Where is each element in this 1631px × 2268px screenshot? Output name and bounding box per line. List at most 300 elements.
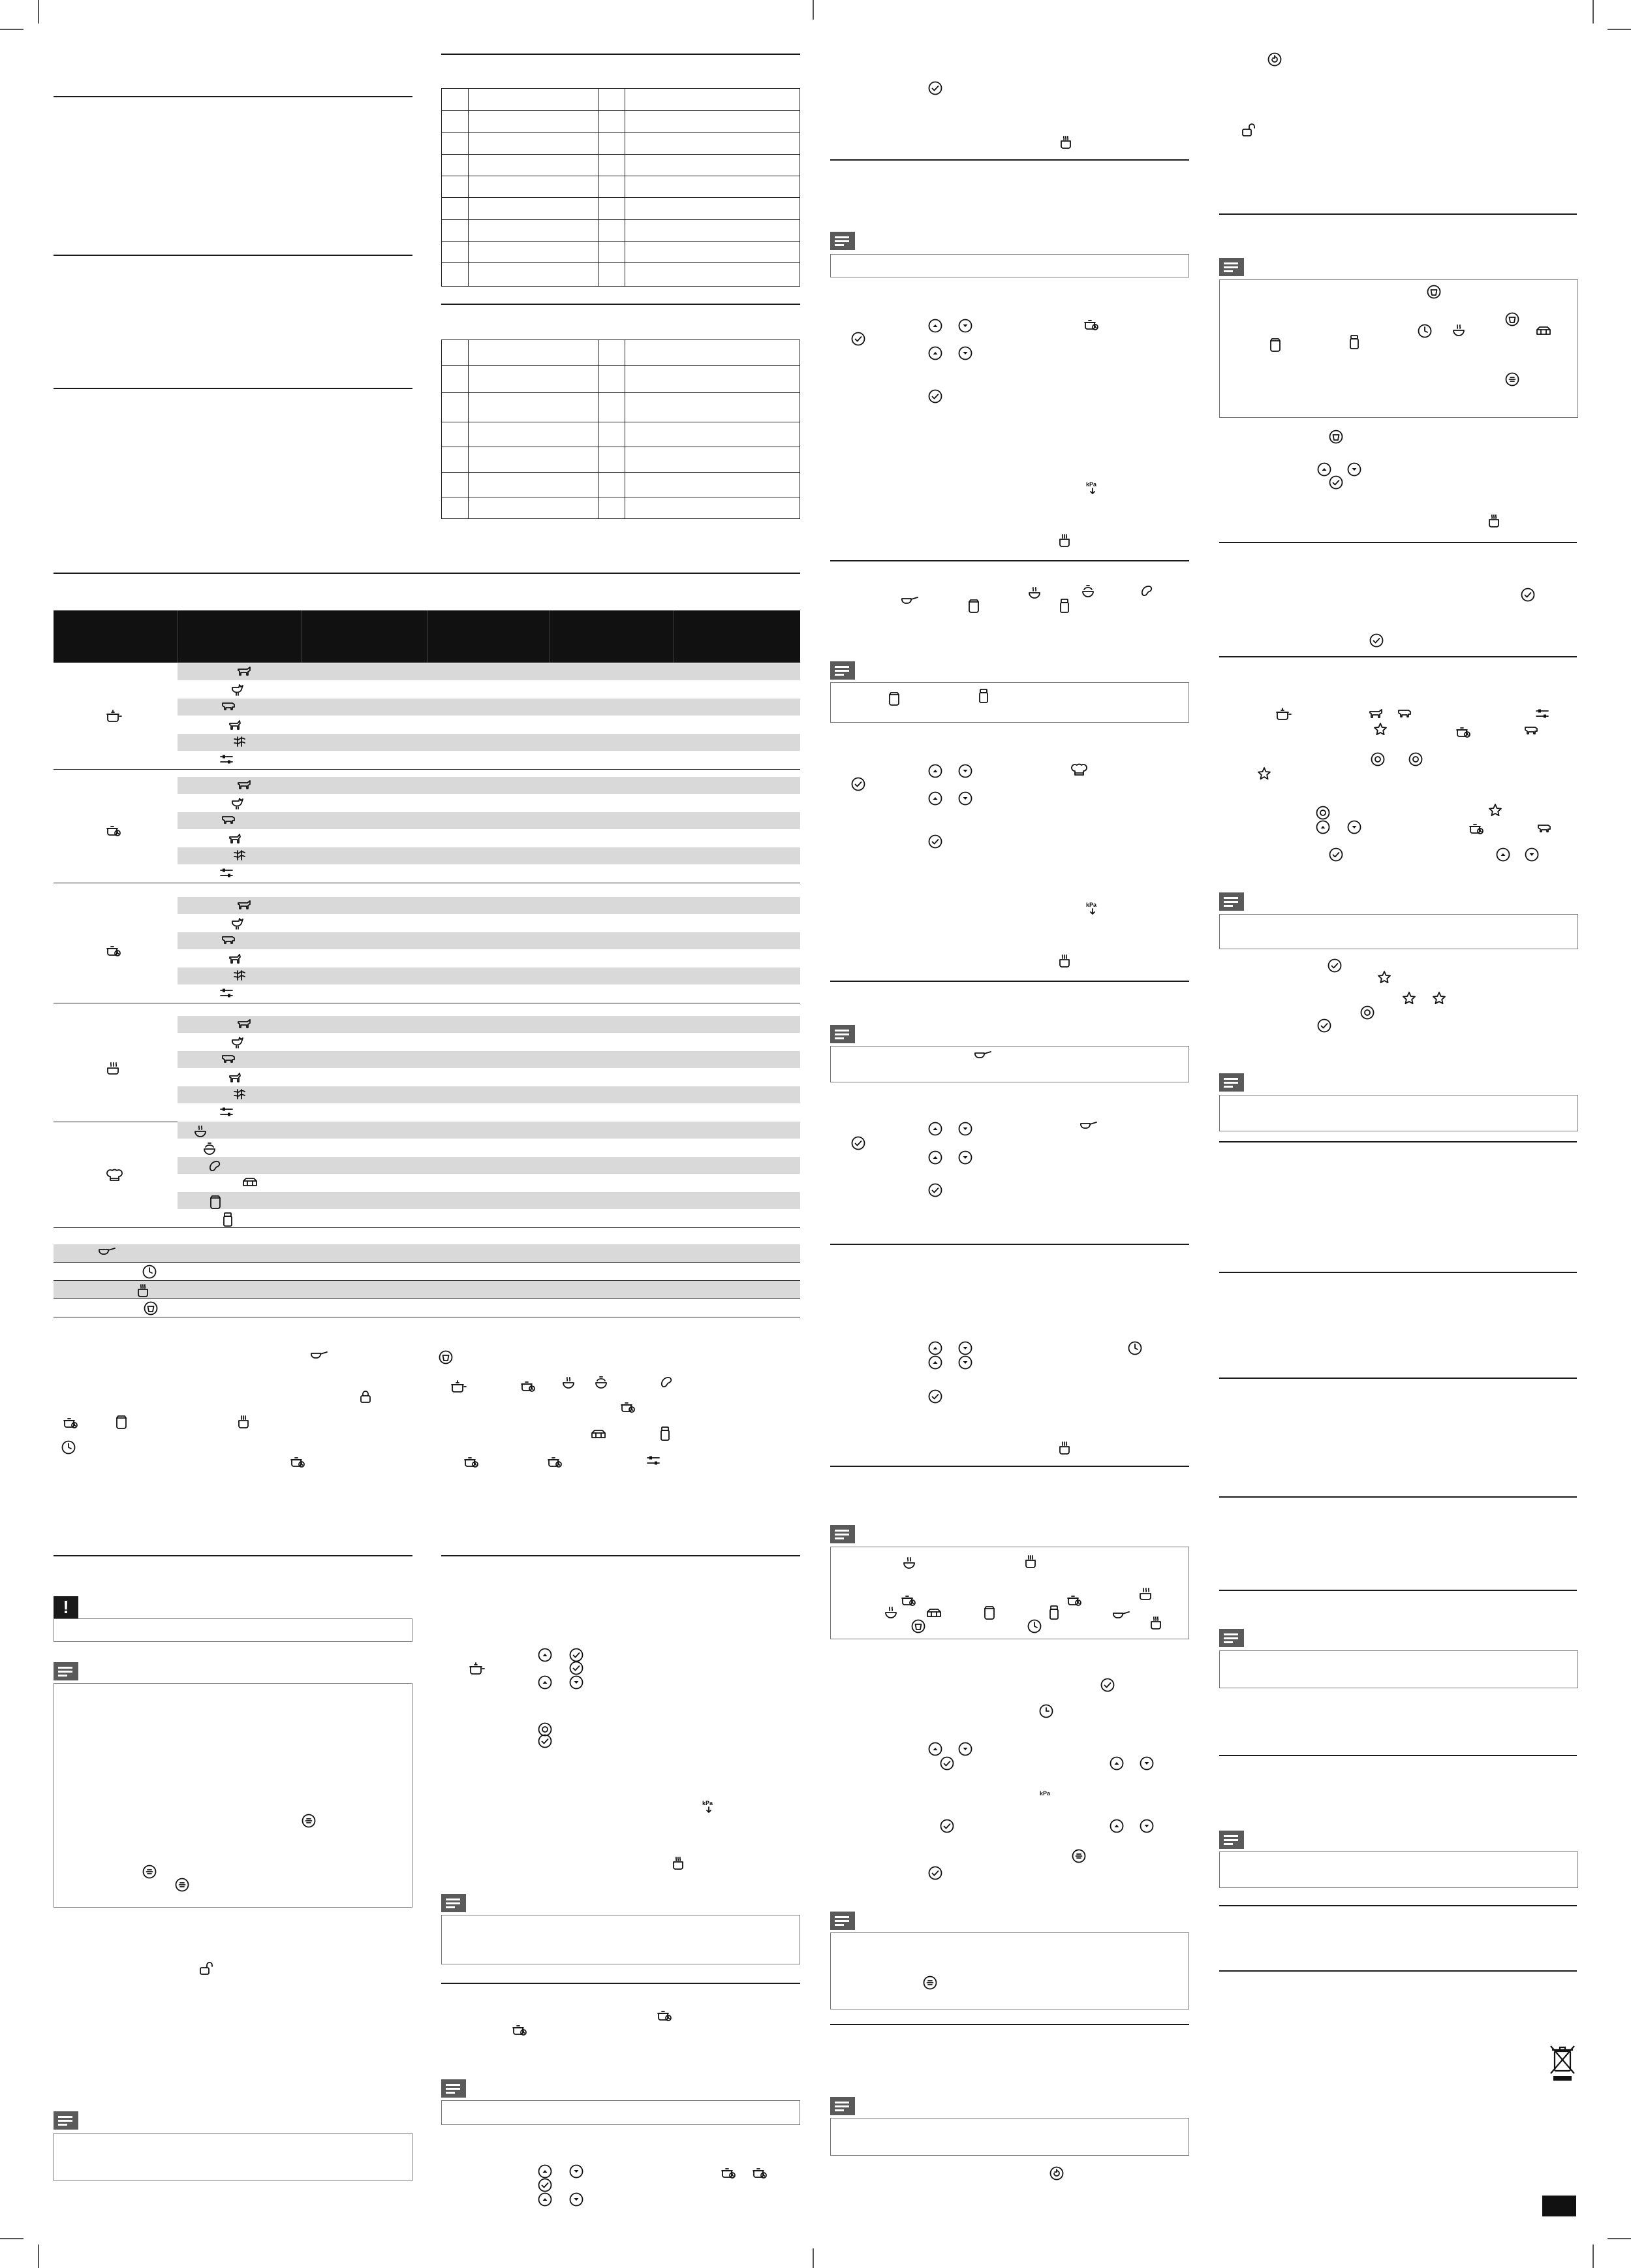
table-row: [54, 1244, 800, 1262]
section-rule: [1219, 1496, 1577, 1498]
kpa-text-icon: [1039, 1789, 1055, 1797]
crop-mark: [813, 2248, 814, 2268]
star-icon: [1373, 722, 1388, 736]
table-row: [178, 663, 800, 680]
up-icon: [538, 2164, 552, 2179]
down-icon: [1347, 820, 1361, 834]
crop-mark: [1592, 0, 1594, 24]
table-row: [178, 1104, 800, 1121]
rice-icon: [1081, 584, 1095, 598]
warning-icon: !: [54, 1596, 78, 1618]
up-icon: [1496, 847, 1510, 862]
section-rule: [441, 1983, 800, 1984]
saute-icon: [310, 1350, 328, 1361]
section-rule: [1219, 1141, 1577, 1142]
warning-box: [54, 1618, 412, 1642]
beef-icon: [236, 665, 252, 677]
check-icon: [1369, 633, 1384, 648]
cake-icon: [590, 1428, 607, 1439]
section-rule: [1219, 656, 1577, 657]
slow-cook-icon: [1083, 316, 1099, 332]
yogurt-icon: [439, 1350, 453, 1364]
pork-icon: [1536, 823, 1552, 833]
custom-icon: [219, 1106, 234, 1118]
table-row: [178, 1192, 800, 1209]
crop-mark: [813, 0, 814, 20]
section-rule: [54, 96, 412, 97]
yogurt-icon: [1427, 285, 1441, 299]
check-icon: [1100, 1678, 1115, 1692]
yogurt-icon: [1329, 430, 1343, 444]
down-icon: [569, 2192, 583, 2207]
note-icon: [830, 1912, 855, 1930]
reheat-icon: [1049, 2166, 1064, 2181]
saute-icon: [974, 1050, 992, 1060]
note-box: [1219, 1851, 1578, 1888]
custom-icon: [219, 987, 234, 999]
cake-icon: [241, 1176, 258, 1187]
rice-icon: [202, 1141, 217, 1156]
bean-icon: [1140, 584, 1154, 598]
keep-warm-icon: [1057, 1440, 1072, 1456]
check-icon: [1329, 847, 1343, 862]
jar-icon: [978, 688, 989, 704]
crop-mark: [1592, 2244, 1594, 2268]
up-icon: [928, 319, 942, 333]
note-box: [1219, 914, 1578, 949]
down-icon: [958, 791, 972, 806]
down-icon: [958, 319, 972, 333]
check-icon: [928, 389, 942, 403]
slow-cook-icon: [512, 2021, 527, 2037]
table-row: [178, 950, 800, 967]
check-icon: [1521, 588, 1535, 602]
down-icon: [958, 1742, 972, 1756]
saute-icon: [1080, 1120, 1098, 1131]
table-row: [178, 897, 800, 914]
yogurt-icon: [1505, 312, 1519, 326]
pot-icon: [967, 598, 980, 614]
slow-cook-icon: [290, 1453, 305, 1469]
crop-mark: [38, 2244, 39, 2268]
note-box: [441, 2100, 800, 2125]
cake-icon: [925, 1607, 942, 1618]
up-icon: [538, 1675, 552, 1690]
kpa-icon: [701, 1799, 717, 1814]
pressure-cook-icon: [106, 708, 123, 723]
up-icon: [1110, 1819, 1124, 1833]
table-row: [178, 1016, 800, 1033]
beef-icon: [1368, 708, 1384, 719]
table-row: [178, 1033, 800, 1050]
section-rule: [1219, 1970, 1577, 1972]
section-rule: [1219, 1272, 1577, 1273]
up-icon: [538, 1648, 552, 1662]
check-icon: [1329, 475, 1343, 490]
group-divider: [54, 1227, 800, 1228]
section-rule: [1219, 1755, 1577, 1756]
check-icon: [569, 1661, 583, 1675]
parts-table: [441, 88, 800, 287]
soup-icon: [1452, 323, 1466, 337]
custom-icon: [219, 753, 234, 765]
note-icon: [1219, 1073, 1244, 1092]
note-box: [830, 2118, 1189, 2156]
down-icon: [1140, 1756, 1154, 1771]
lamb-icon: [227, 1071, 241, 1084]
table-row: [178, 1139, 800, 1156]
slow-cook-icon: [1468, 820, 1484, 836]
yogurt-icon: [144, 1301, 158, 1315]
pork-icon: [1397, 708, 1412, 718]
star-icon: [1432, 991, 1446, 1005]
pot-icon: [115, 1414, 128, 1430]
seafood-icon: [232, 736, 247, 748]
check-icon: [851, 777, 865, 791]
down-icon: [1525, 847, 1539, 862]
bean-icon: [659, 1375, 674, 1389]
table-row: [178, 830, 800, 847]
section-rule: [441, 54, 800, 55]
section-rule: [54, 255, 412, 256]
note-box: [830, 682, 1189, 723]
section-rule: [1219, 1905, 1577, 1906]
slow-cook-icon: [106, 942, 121, 958]
crop-mark: [0, 29, 23, 30]
settings-icon: [1408, 752, 1423, 766]
svg-text:kPa: kPa: [1086, 902, 1097, 908]
note-icon: [1219, 1831, 1244, 1849]
section-rule: [54, 1555, 412, 1556]
slow-cook-icon: [106, 822, 121, 838]
page-number-badge: [1542, 2196, 1576, 2216]
section-rule: [54, 573, 800, 574]
table-row: [178, 915, 800, 932]
chicken-icon: [230, 683, 244, 696]
up-icon: [928, 764, 942, 778]
steam-icon: [1138, 1586, 1154, 1601]
slow-cook-icon: [721, 2164, 736, 2180]
keep-warm-icon: [236, 1414, 251, 1430]
down-icon: [569, 2164, 583, 2179]
crop-mark: [1608, 29, 1631, 30]
pork-icon: [1523, 725, 1539, 735]
beef-icon: [236, 1018, 252, 1030]
section-rule: [830, 981, 1189, 982]
pot-icon: [1269, 337, 1282, 353]
note-icon: [830, 2097, 855, 2115]
cancel-icon: [175, 1878, 189, 1892]
pressure-cook-icon: [450, 1379, 467, 1393]
up-icon: [928, 1122, 942, 1136]
note-icon: [830, 1525, 855, 1543]
cancel-icon: [923, 1976, 937, 1990]
beef-icon: [236, 899, 252, 911]
note-icon: [441, 2079, 466, 2098]
pressure-cook-icon: [1275, 706, 1292, 721]
jar-icon: [1348, 334, 1360, 350]
table-row: [178, 699, 800, 716]
up-icon: [928, 1341, 942, 1355]
star-icon: [1377, 970, 1391, 984]
section-rule: [1219, 1590, 1577, 1591]
timer-icon: [142, 1265, 157, 1279]
soup-icon: [193, 1124, 208, 1138]
check-icon: [928, 834, 942, 849]
slow-cook-icon: [547, 1453, 563, 1469]
slow-cook-icon: [901, 1592, 916, 1607]
weee-bin-icon: [1548, 2043, 1577, 2083]
reheat-icon: [1267, 52, 1282, 67]
check-icon: [851, 1136, 865, 1150]
section-rule: [1219, 542, 1577, 543]
chicken-icon: [230, 917, 244, 930]
beef-icon: [236, 779, 252, 791]
down-icon: [958, 1355, 972, 1370]
keep-warm-icon: [671, 1855, 685, 1871]
keep-warm-icon: [1059, 134, 1073, 150]
keep-warm-icon: [1149, 1615, 1163, 1631]
crop-mark: [38, 0, 39, 24]
soup-icon: [561, 1375, 576, 1389]
timer-icon: [1418, 324, 1432, 338]
section-rule: [830, 1466, 1189, 1467]
note-icon: [830, 232, 855, 250]
svg-text:kPa: kPa: [702, 1800, 713, 1806]
down-icon: [958, 1122, 972, 1136]
section-rule: [441, 1555, 800, 1556]
lamb-icon: [227, 952, 241, 965]
table-row: [178, 734, 800, 751]
note-icon: [1219, 892, 1244, 911]
seafood-icon: [232, 849, 247, 861]
chicken-icon: [230, 796, 244, 810]
check-icon: [928, 81, 942, 95]
seafood-icon: [232, 1088, 247, 1100]
note-box: [1219, 1095, 1578, 1131]
lock-icon: [359, 1389, 372, 1404]
controls-table: [441, 339, 800, 519]
slow-cook-icon: [63, 1414, 78, 1430]
down-icon: [958, 764, 972, 778]
saute-icon: [1112, 1610, 1130, 1620]
slow-cook-icon: [752, 2164, 768, 2180]
pressure-cook-icon: [469, 1661, 486, 1675]
unlock-icon: [199, 1961, 213, 1976]
note-box: [830, 1932, 1189, 2009]
slow-cook-icon: [463, 1453, 479, 1469]
unlock-icon: [1241, 123, 1256, 137]
check-icon: [569, 1648, 583, 1662]
crop-mark: [0, 2238, 23, 2239]
settings-icon: [1360, 1005, 1375, 1020]
note-icon: [54, 2111, 78, 2130]
lamb-icon: [227, 718, 241, 731]
pork-icon: [221, 814, 236, 825]
steam-icon: [106, 1061, 121, 1075]
check-icon: [1317, 1018, 1331, 1033]
timer-icon: [1027, 1619, 1042, 1633]
note-box: [1219, 1650, 1578, 1688]
rice-icon: [594, 1375, 608, 1389]
saute-icon: [98, 1246, 116, 1257]
star-icon: [1488, 803, 1502, 817]
up-icon: [1110, 1756, 1124, 1771]
check-icon: [928, 1183, 942, 1197]
table-row: [178, 1069, 800, 1086]
svg-text:kPa: kPa: [1040, 1790, 1051, 1797]
table-row: [54, 1263, 800, 1280]
up-icon: [928, 1742, 942, 1756]
section-rule: [441, 304, 800, 305]
table-row: [178, 751, 800, 768]
custom-icon: [1535, 708, 1549, 719]
table-row: [178, 847, 800, 864]
pork-icon: [221, 934, 236, 945]
table-row: [178, 968, 800, 984]
down-icon: [958, 1150, 972, 1165]
table-row: [178, 812, 800, 829]
up-icon: [928, 791, 942, 806]
seafood-icon: [232, 969, 247, 981]
cake-icon: [1535, 325, 1552, 336]
soup-icon: [884, 1605, 898, 1619]
note-box: [830, 1046, 1189, 1082]
clock-icon: [1039, 1704, 1053, 1718]
star-icon: [1257, 766, 1271, 781]
note-box: [830, 254, 1189, 277]
kpa-icon: [1085, 480, 1100, 495]
slow-cook-icon: [520, 1378, 536, 1393]
note-icon: [54, 1662, 78, 1680]
cancel-icon: [1505, 372, 1519, 386]
note-icon: [1219, 258, 1244, 276]
custom-icon: [646, 1455, 660, 1466]
settings-icon: [1371, 752, 1385, 766]
section-rule: [830, 159, 1189, 161]
custom-icon: [219, 867, 234, 879]
down-icon: [1140, 1819, 1154, 1833]
jar-icon: [1048, 1605, 1060, 1620]
table-row: [54, 1281, 800, 1299]
section-rule: [54, 388, 412, 389]
table-row: [178, 716, 800, 733]
jar-icon: [222, 1212, 234, 1227]
table-row: [178, 777, 800, 794]
down-icon: [569, 1675, 583, 1690]
cancel-icon: [302, 1814, 316, 1828]
check-icon: [928, 1866, 942, 1880]
chef-hat-icon: [1070, 761, 1087, 778]
section-rule: [830, 2024, 1189, 2025]
table-row: [178, 932, 800, 949]
pot-icon: [888, 691, 901, 706]
table-row: [178, 985, 800, 1002]
down-icon: [958, 1341, 972, 1355]
pork-icon: [221, 1053, 236, 1063]
jar-icon: [659, 1426, 671, 1441]
note-box: [54, 2133, 412, 2181]
keep-warm-icon: [1487, 513, 1501, 529]
table-row: [178, 681, 800, 698]
table-row: [54, 1299, 800, 1317]
up-icon: [928, 1355, 942, 1370]
keep-warm-icon: [1057, 533, 1072, 548]
table-row: [178, 1051, 800, 1068]
table-row: [178, 1210, 800, 1227]
program-table-header: [54, 610, 800, 663]
soup-icon: [902, 1555, 916, 1569]
star-icon: [1402, 991, 1416, 1005]
note-box: [441, 1915, 800, 1964]
up-icon: [538, 2192, 552, 2207]
slow-cook-icon: [1066, 1592, 1082, 1607]
table-row: [178, 1086, 800, 1103]
table-row: [178, 1157, 800, 1174]
check-icon: [851, 332, 865, 346]
section-rule: [830, 1244, 1189, 1245]
note-icon: [1219, 1629, 1244, 1647]
keep-warm-icon: [136, 1283, 150, 1299]
up-icon: [1317, 462, 1331, 477]
table-row: [178, 1174, 800, 1191]
check-icon: [940, 1819, 954, 1833]
soup-icon: [1027, 585, 1042, 599]
check-icon: [928, 1389, 942, 1404]
note-box: [830, 1547, 1189, 1639]
up-icon: [928, 1150, 942, 1165]
table-row: [178, 1122, 800, 1139]
cancel-icon: [1072, 1849, 1086, 1863]
group-divider: [54, 769, 800, 770]
slow-cook-icon: [620, 1398, 636, 1414]
note-box: [54, 1683, 412, 1908]
note-icon: [830, 1025, 855, 1043]
cancel-icon: [142, 1865, 157, 1879]
down-icon: [958, 346, 972, 360]
note-icon: [830, 661, 855, 680]
section-rule: [830, 560, 1189, 561]
note-icon: [441, 1894, 466, 1912]
table-row: [178, 865, 800, 882]
chef-hat-icon: [106, 1167, 123, 1184]
yogurt-icon: [911, 1619, 925, 1633]
timer-icon: [61, 1440, 76, 1455]
up-icon: [1316, 820, 1330, 834]
check-icon: [1328, 958, 1342, 973]
slow-cook-icon: [657, 2007, 672, 2023]
keep-warm-icon: [1057, 953, 1072, 969]
kpa-icon: [1085, 901, 1100, 915]
keep-warm-icon: [1023, 1554, 1038, 1569]
crop-mark: [1608, 2238, 1631, 2239]
check-icon: [538, 1734, 552, 1748]
up-icon: [928, 346, 942, 360]
check-icon: [538, 2178, 552, 2192]
section-rule: [1219, 1378, 1577, 1379]
check-icon: [940, 1756, 954, 1771]
down-icon: [1347, 462, 1361, 477]
saute-icon: [901, 595, 919, 606]
settings-icon: [1316, 806, 1330, 820]
lamb-icon: [227, 832, 241, 845]
table-row: [178, 795, 800, 811]
jar-icon: [1059, 598, 1070, 614]
chicken-icon: [230, 1035, 244, 1048]
pot-icon: [983, 1605, 996, 1620]
timer-icon: [1128, 1341, 1142, 1355]
section-rule: [1219, 213, 1577, 215]
